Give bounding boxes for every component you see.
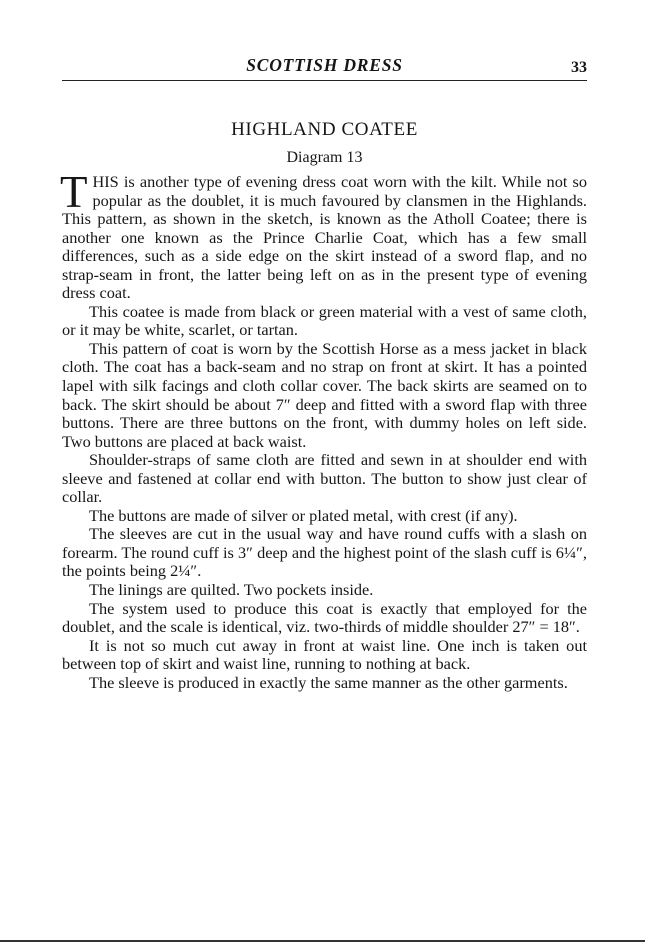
paragraph: The buttons are made of silver or plated metal, with crest (if any). [89,505,518,525]
paragraph-text: HIS is another type of evening dress coat worn with the kilt. While not so popular as the doublet, it is much favoured by clansmen in the Highlands. This pattern, as shown in the sketch, is known as the Atholl Coatee; there is another one known as the Prince Charlie Coat, which has a few small differences, such as a side edge on the skirt instead of a sword flap, and no strap-seam in front, the latter being left on as in the present type of evening dress coat. [62,172,587,303]
paragraph: It is not so much cut away in front at waist line. One inch is taken out between top of skirt and waist line, running to nothing at back. [62,635,587,674]
paragraph: This coatee is made from black or green material with a vest of same cloth, or it may be white, scarlet, or tartan. [62,301,587,340]
diagram-label: Diagram 13 [286,149,363,166]
paragraph: This pattern of coat is worn by the Scottish Horse as a mess jacket in black cloth. The coat has a back-seam and no strap on front at skirt. It has a pointed lapel with silk facings and cloth collar cover. The back skirts are seamed on to back. The skirt should be about 7″ deep and fitted with a sword flap with three buttons. There are three buttons on the front, with dummy holes on left side. Two buttons are placed at back waist. [62,338,587,451]
paragraph: Shoulder-straps of same cloth are fitted and sewn in at shoulder end with sleeve and fastened at collar end with button. The button to show just clear of collar. [62,450,587,507]
paragraph: The linings are quilted. Two pockets inside. [89,580,374,600]
paragraph: The sleeve is produced in exactly the same manner as the other garments. [89,672,568,692]
drop-cap: T [60,167,88,217]
paragraph: The system used to produce this coat is exactly that employed for the doublet, and the scale is identical, viz. two-thirds of middle shoulder 27″ = 18″. [62,598,587,637]
bottom-scan-edge [0,940,645,942]
paragraph [60,167,587,303]
section-title: HIGHLAND COATEE [231,119,418,140]
paragraph: The sleeves are cut in the usual way and have round cuffs with a slash on forearm. The round cuff is 3″ deep and the highest point of the slash cuff is 6¼″, the points being 2¼″. [62,524,587,581]
book-page [62,52,587,692]
page-number: 33 [571,59,587,76]
running-head [62,52,587,81]
body-text [60,167,587,692]
running-title: SCOTTISH DRESS [246,55,403,75]
